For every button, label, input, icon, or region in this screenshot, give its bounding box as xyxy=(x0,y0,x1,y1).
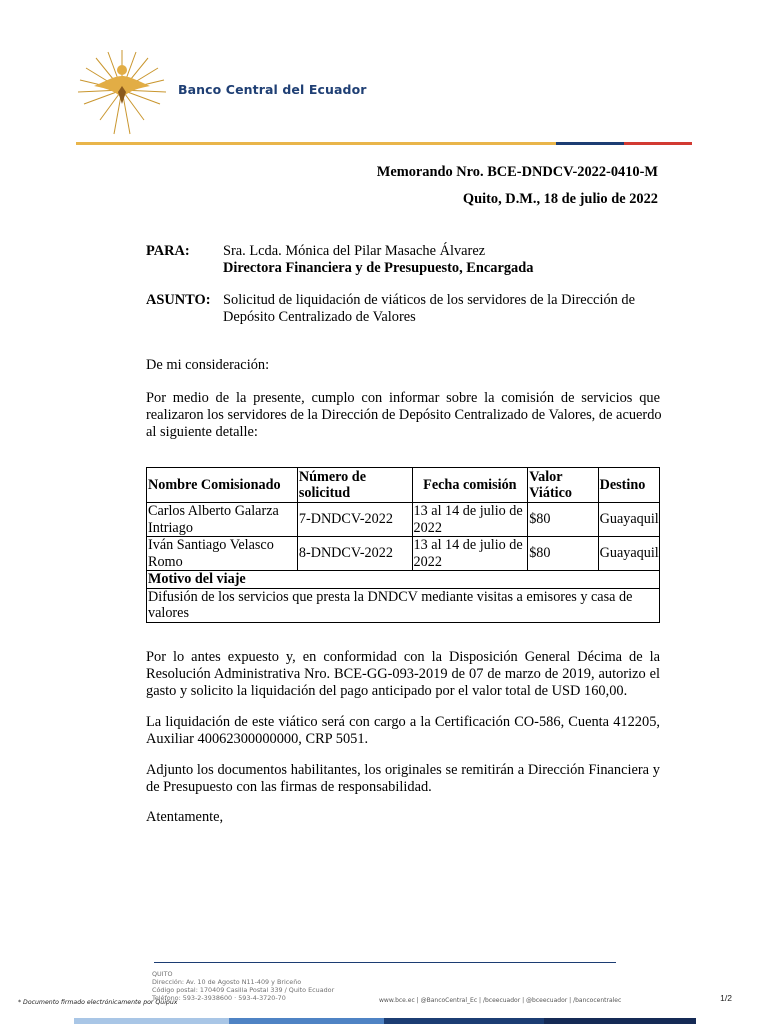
bce-condor-logo xyxy=(74,46,170,138)
brand-name: Banco Central del Ecuador xyxy=(178,82,367,97)
attachment-line: de Presupuesto con las firmas de responsabilidad. xyxy=(146,779,432,795)
motivo-row xyxy=(147,588,660,622)
asunto-label: ASUNTO: xyxy=(146,292,211,308)
header-rule-red xyxy=(624,142,692,145)
name-l1: Iván Santiago Velasco xyxy=(148,537,274,553)
header-value-l1: Valor xyxy=(529,468,563,485)
recipient-name: Sra. Lcda. Mónica del Pilar Masache Álvarez xyxy=(223,243,486,259)
header-rule-blue xyxy=(556,142,624,145)
header-name: Nombre Comisionado xyxy=(147,468,298,503)
greeting-text: De mi consideración: xyxy=(146,357,270,373)
intro-line: realizaron los servidores de la Dirección de Depósito Centralizado de Valores, de acuerdo xyxy=(146,407,662,423)
footer-bar-light xyxy=(74,1018,229,1024)
date-l1: 13 al 14 de julio de xyxy=(413,537,523,553)
footer-rule xyxy=(154,962,616,963)
closing-text: Atentamente, xyxy=(146,809,224,825)
cell-date xyxy=(412,537,528,571)
header-value xyxy=(528,468,598,503)
commission-table xyxy=(146,467,660,623)
cell-number: 7-DNDCV-2022 xyxy=(297,503,412,537)
table-row xyxy=(147,503,660,537)
footer-city: QUITO xyxy=(152,970,173,978)
intro-paragraph xyxy=(146,390,660,441)
signed-note: * Documento firmado electrónicamente por Quipux xyxy=(18,999,178,1006)
greeting xyxy=(146,357,660,374)
name-l1: Carlos Alberto Galarza xyxy=(148,503,279,519)
motivo-l1: Difusión de los servicios que presta la DNDCV mediante visitas a emisores y casa de xyxy=(148,588,633,605)
memo-number: Memorando Nro. BCE-DNDCV-2022-0410-M xyxy=(376,164,658,180)
name-l2: Intriago xyxy=(148,519,193,536)
table-header-row xyxy=(147,468,660,503)
closing xyxy=(146,809,660,826)
name-l2: Romo xyxy=(148,553,183,570)
date-l2: 2022 xyxy=(413,519,442,536)
page-number: 1/2 xyxy=(720,993,732,1003)
subject-line-1: Solicitud de liquidación de viáticos de los servidores de la Dirección de xyxy=(223,292,636,308)
cell-date xyxy=(412,503,528,537)
header-value-l2: Viático xyxy=(529,485,573,501)
attachment-paragraph xyxy=(146,762,660,796)
date-l1: 13 al 14 de julio de xyxy=(413,503,523,519)
intro-line: Por medio de la presente, cumplo con informar sobre la comisión de servicios que xyxy=(146,390,660,406)
footer-bar-navy xyxy=(544,1018,696,1024)
header-rule-gold xyxy=(76,142,556,145)
footer-address xyxy=(152,970,334,1002)
authorization-paragraph xyxy=(146,649,660,700)
header-destination: Destino xyxy=(598,468,659,503)
para-label: PARA: xyxy=(146,243,190,259)
recipient-title: Directora Financiera y de Presupuesto, Encargada xyxy=(223,260,534,276)
attachment-line: Adjunto los documentos habilitantes, los originales se remitirán a Dirección Financiera y xyxy=(146,762,660,778)
footer-phone: Teléfono: 593-2-3938600 · 593-4-3720-70 xyxy=(152,994,286,1002)
motivo-l2: valores xyxy=(148,605,189,621)
liquidation-line: La liquidación de este viático será con cargo a la Certificación CO-586, Cuenta 412205, xyxy=(146,714,660,730)
header-number-l1: Número de xyxy=(298,468,366,485)
intro-line: al siguiente detalle: xyxy=(146,424,258,440)
footer-bar-dark xyxy=(384,1018,544,1024)
authorization-line: gasto y solicito la liquidación del pago anticipado por el valor total de USD 160,00. xyxy=(146,683,628,699)
date-l2: 2022 xyxy=(413,553,442,570)
cell-value: $80 xyxy=(528,503,598,537)
cell-number: 8-DNDCV-2022 xyxy=(297,537,412,571)
footer-postal: Código postal: 170409 Casilla Postal 339 / Quito Ecuador xyxy=(152,986,335,994)
cell-name xyxy=(147,503,298,537)
subject-line-2: Depósito Centralizado de Valores xyxy=(223,309,416,325)
header-number xyxy=(297,468,412,503)
motivo-label: Motivo del viaje xyxy=(147,571,660,589)
cell-name xyxy=(147,537,298,571)
header-date: Fecha comisión xyxy=(412,468,528,503)
footer-address-line: Dirección: Av. 10 de Agosto N11-409 y Briceño xyxy=(152,978,302,986)
authorization-line: Por lo antes expuesto y, en conformidad con la Disposición General Décima de la xyxy=(146,649,660,665)
authorization-line: Resolución Administrativa Nro. BCE-GG-093-2019 de 07 de marzo de 2019, autorizo el xyxy=(146,666,660,682)
motivo-text xyxy=(147,588,660,622)
cell-value: $80 xyxy=(528,537,598,571)
header-number-l2: solicitud xyxy=(298,485,351,501)
memo-date: Quito, D.M., 18 de julio de 2022 xyxy=(462,191,658,207)
liquidation-line: Auxiliar 40062300000000, CRP 5051. xyxy=(146,731,369,747)
table-row xyxy=(147,537,660,571)
footer-bar-mid xyxy=(229,1018,384,1024)
liquidation-paragraph xyxy=(146,714,660,748)
cell-destination: Guayaquil xyxy=(598,503,659,537)
cell-destination: Guayaquil xyxy=(598,537,659,571)
footer-web-social: www.bce.ec | @BancoCentral_Ec | /bceecuador | @bceecuador | /bancocentralec xyxy=(379,997,622,1004)
motivo-header-row xyxy=(147,571,660,589)
